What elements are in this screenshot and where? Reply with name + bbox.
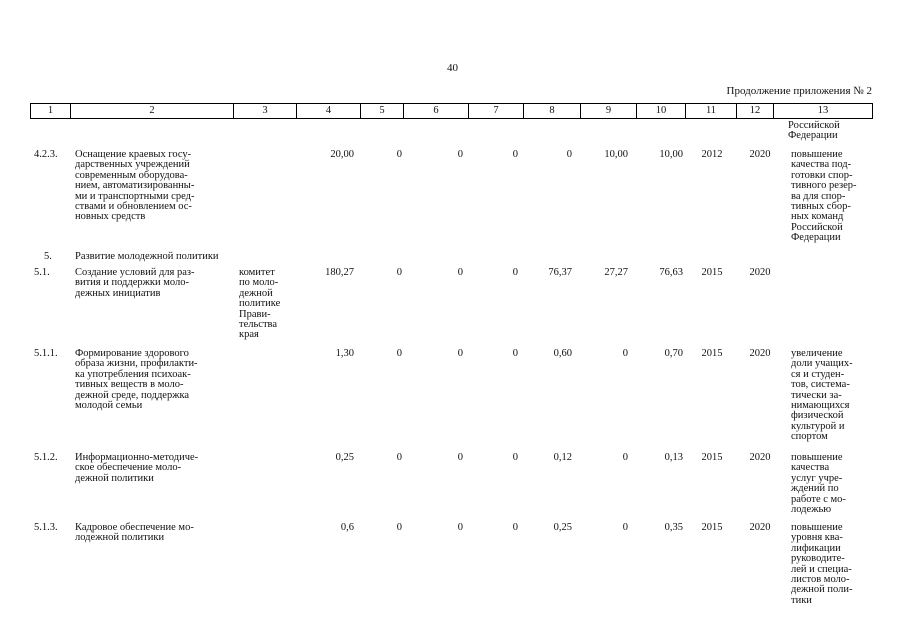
row-total: 0,25 [335,452,354,463]
row-number: 4.2.3. [34,149,58,160]
row-total: 180,27 [325,267,354,278]
row-col9: 27,27 [604,267,628,278]
row-number: 5.1.2. [34,452,58,463]
row-col8: 76,37 [548,267,572,278]
row-col9: 0 [622,522,628,533]
row-col7: 0 [512,348,518,359]
row-name: Развитие молодежной политики [75,251,219,262]
row-name: Оснащение краевых госу- дарственных учреждений современным оборудова- нием, автоматизированны- ми и транспортными сред- ствами и обновлением ос- новных средств [75,149,195,223]
row-name: Информационно-методиче- ское обеспечение моло- дежной политики [75,452,199,484]
row-col10: 0,70 [664,348,683,359]
row-number: 5.1. [34,267,50,278]
column-header: 2 [71,104,234,119]
column-header: 10 [637,104,686,119]
table-row [30,149,872,244]
row-result: повышение качества услуг учре- ждений по работе с мо- лодежью [791,452,846,516]
row-col8: 0,25 [553,522,572,533]
column-header: 1 [31,104,71,119]
column-header: 8 [524,104,581,119]
row-col6: 0 [457,149,463,160]
row-name: Формирование здорового образа жизни, профилакти- ка употребления психоак- тивных веществ в моло- дежной среде, поддержка молодой семьи [75,348,198,412]
row-executor: комитет по моло- дежной политике Прави- тельства края [239,267,281,341]
column-header: 5 [361,104,404,119]
row-number: 5. [44,251,52,262]
table-row [30,348,872,443]
column-header: 12 [737,104,774,119]
table-row [30,522,872,606]
row-col6: 0 [457,348,463,359]
table-row [30,251,872,262]
column-header: 3 [234,104,297,119]
column-header: 7 [469,104,524,119]
row-col7: 0 [512,452,518,463]
table-row [30,452,872,516]
row-result: повышение уровня ква- лификации руководите- лей и специа- листов моло- дежной поли- тики [791,522,853,606]
row-col5: 0 [396,348,402,359]
row-col9: 10,00 [604,149,628,160]
row-col8: 0,60 [553,348,572,359]
row-col5: 0 [396,149,402,160]
row-result: увеличение доли учащих- ся и студен- тов, система- тически за- нимающихся физической культурой и спортом [791,348,853,443]
row-col8: 0,12 [553,452,572,463]
table-row [30,267,872,341]
row-col10: 0,35 [664,522,683,533]
row-start-year: 2012 [701,149,723,160]
row-total: 0,6 [340,522,354,533]
row-col10: 76,63 [659,267,683,278]
row-col5: 0 [396,267,402,278]
row-col10: 10,00 [659,149,683,160]
row-col9: 0 [622,348,628,359]
row-col10: 0,13 [664,452,683,463]
carryover-text: Российской Федерации [788,120,840,142]
row-start-year: 2015 [701,267,723,278]
row-number: 5.1.1. [34,348,58,359]
column-header: 11 [686,104,737,119]
column-header: 4 [297,104,361,119]
row-col5: 0 [396,522,402,533]
page-number: 40 [447,62,458,74]
row-start-year: 2015 [701,452,723,463]
row-col7: 0 [512,149,518,160]
row-col6: 0 [457,522,463,533]
row-result: повышение качества под- готовки спор- тивного резер- ва для спор- тивных сбор- ных команд Российской Федерации [791,149,857,244]
row-name: Кадровое обеспечение мо- лодежной политики [75,522,194,544]
row-start-year: 2015 [701,348,723,359]
row-number: 5.1.3. [34,522,58,533]
row-name: Создание условий для раз- вития и поддержки моло- дежных инициатив [75,267,195,299]
continuation-label: Продолжение приложения № 2 [726,85,872,97]
row-end-year: 2020 [749,452,771,463]
row-col8: 0 [566,149,572,160]
row-end-year: 2020 [749,522,771,533]
row-col6: 0 [457,452,463,463]
row-end-year: 2020 [749,348,771,359]
row-col9: 0 [622,452,628,463]
row-col7: 0 [512,267,518,278]
row-end-year: 2020 [749,149,771,160]
row-total: 1,30 [335,348,354,359]
row-col7: 0 [512,522,518,533]
row-col6: 0 [457,267,463,278]
column-number-header [30,103,873,119]
row-col5: 0 [396,452,402,463]
row-end-year: 2020 [749,267,771,278]
column-header: 13 [774,104,873,119]
column-header: 9 [581,104,637,119]
row-start-year: 2015 [701,522,723,533]
row-total: 20,00 [330,149,354,160]
column-header: 6 [404,104,469,119]
